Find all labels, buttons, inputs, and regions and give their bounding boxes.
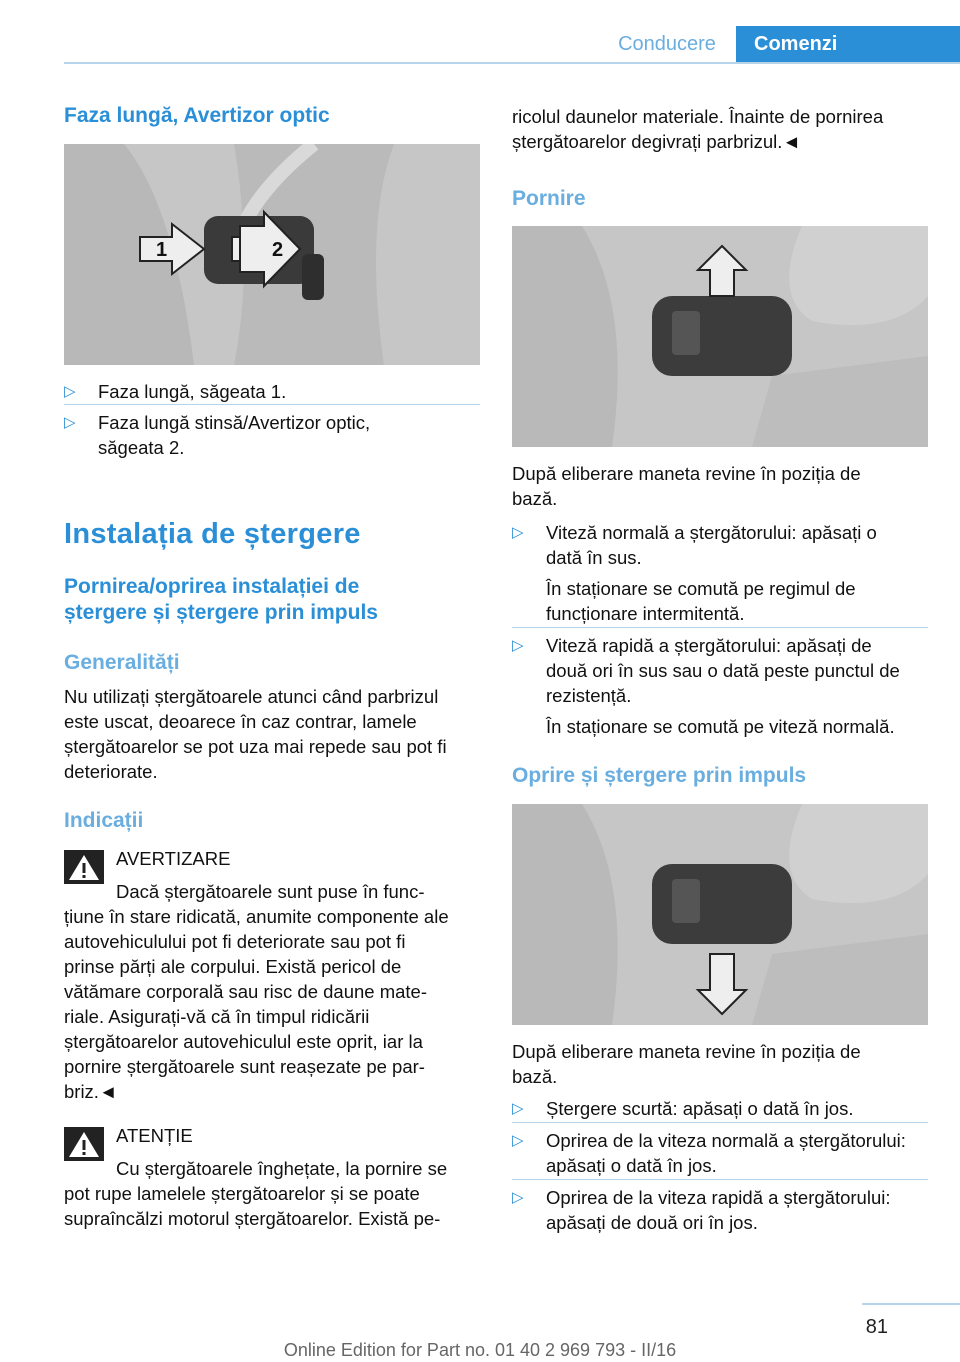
heading-faza-lunga: Faza lungă, Avertizor optic <box>64 104 330 127</box>
warning-line: riale. Asigurați-vă că în timpul ridicării <box>64 1006 370 1027</box>
heading-pornirea-1: Pornirea/oprirea instalației de <box>64 575 360 598</box>
warning-triangle-icon <box>64 1127 104 1161</box>
warning-line: pornire ștergătoarele sunt reașezate pe par- <box>64 1056 425 1077</box>
warning-line: prinse părți ale corpului. Există pericol de <box>64 956 402 977</box>
warning-line: Dacă ștergătoarele sunt puse în func- <box>116 881 425 902</box>
divider <box>512 1179 928 1180</box>
generalitati-line: ștergătoarelor se pot uza mai repede sau pot fi <box>64 736 447 757</box>
heading-instalatia: Instalația de ștergere <box>64 518 361 550</box>
triangle-right-icon: ▷ <box>512 1189 524 1206</box>
caution-line: supraîncălzi motorul ștergătoarelor. Există pe- <box>64 1208 441 1229</box>
triangle-right-icon: ▷ <box>512 1100 524 1117</box>
triangle-right-icon: ▷ <box>512 637 524 654</box>
divider <box>512 627 928 628</box>
footer-rule <box>862 1303 960 1305</box>
triangle-right-icon: ▷ <box>64 414 76 431</box>
list-item-cont: dată în sus. <box>546 547 642 568</box>
warning-line: ștergătoarelor autovehiculul este oprit, iar la <box>64 1031 423 1052</box>
list-item-note: În staționare se comută pe regimul de <box>546 578 856 599</box>
heading-generalitati: Generalități <box>64 651 180 674</box>
continued-line: ricolul daunelor materiale. Înainte de pornirea <box>512 106 884 127</box>
page-number: 81 <box>865 1316 888 1338</box>
image-headlight-stalk <box>64 144 480 365</box>
oprire-after-line: bază. <box>512 1066 558 1087</box>
triangle-right-icon: ▷ <box>64 383 76 400</box>
arrow-label-1: 1 <box>156 239 168 261</box>
caution-line: Cu ștergătoarele înghețate, la pornire se <box>116 1158 448 1179</box>
generalitati-line: este uscat, deoarece în caz contrar, lamele <box>64 711 417 732</box>
list-item-note: În staționare se comută pe viteză normală. <box>546 716 895 737</box>
pornire-after-line: bază. <box>512 488 558 509</box>
caution-title: ATENȚIE <box>116 1125 193 1146</box>
arrow-label-2: 2 <box>272 239 284 261</box>
pornire-after-line: După eliberare maneta revine în poziția de <box>512 463 861 484</box>
header-rule <box>64 62 960 64</box>
heading-pornire: Pornire <box>512 187 586 210</box>
heading-pornirea-2: ștergere și ștergere prin impuls <box>64 601 378 624</box>
warning-title: AVERTIZARE <box>116 848 231 869</box>
warning-line: autovehiculului pot fi deteriorate sau pot fi <box>64 931 406 952</box>
warning-line: țiune în stare ridicată, anumite componente ale <box>64 906 449 927</box>
generalitati-line: deteriorate. <box>64 761 158 782</box>
oprire-after-line: După eliberare maneta revine în poziția de <box>512 1041 861 1062</box>
triangle-right-icon: ▷ <box>512 1132 524 1149</box>
warning-line: briz.◄ <box>64 1081 118 1102</box>
list-item-cont: apăsați de două ori în jos. <box>546 1212 758 1233</box>
list-item-cont: două ori în sus sau o dată peste punctul de <box>546 660 900 681</box>
tab-comenzi[interactable]: Comenzi <box>736 26 960 62</box>
image-wiper-stalk-down <box>512 804 928 1025</box>
image-wiper-stalk-up <box>512 226 928 447</box>
continued-line: ștergătoarelor degivrați parbrizul.◄ <box>512 131 801 152</box>
warning-line: vătămare corporală sau risc de daune mate- <box>64 981 427 1002</box>
generalitati-line: Nu utilizați ștergătoarele atunci când parbrizul <box>64 686 439 707</box>
warning-triangle-icon <box>64 850 104 884</box>
caution-line: pot rupe lamelele ștergătoarelor și se poate <box>64 1183 420 1204</box>
heading-oprire: Oprire și ștergere prin impuls <box>512 764 807 787</box>
footer-edition: Online Edition for Part no. 01 40 2 969 793 - II/16 <box>283 1340 677 1360</box>
divider <box>64 404 480 405</box>
list-item-note: funcționare intermitentă. <box>546 603 745 624</box>
tab-conducere[interactable]: Conducere <box>618 32 716 55</box>
triangle-right-icon: ▷ <box>512 524 524 541</box>
list-item-cont: rezistență. <box>546 685 632 706</box>
heading-indicatii: Indicații <box>64 809 144 832</box>
divider <box>512 1122 928 1123</box>
list-item-cont: apăsați o dată în jos. <box>546 1155 717 1176</box>
